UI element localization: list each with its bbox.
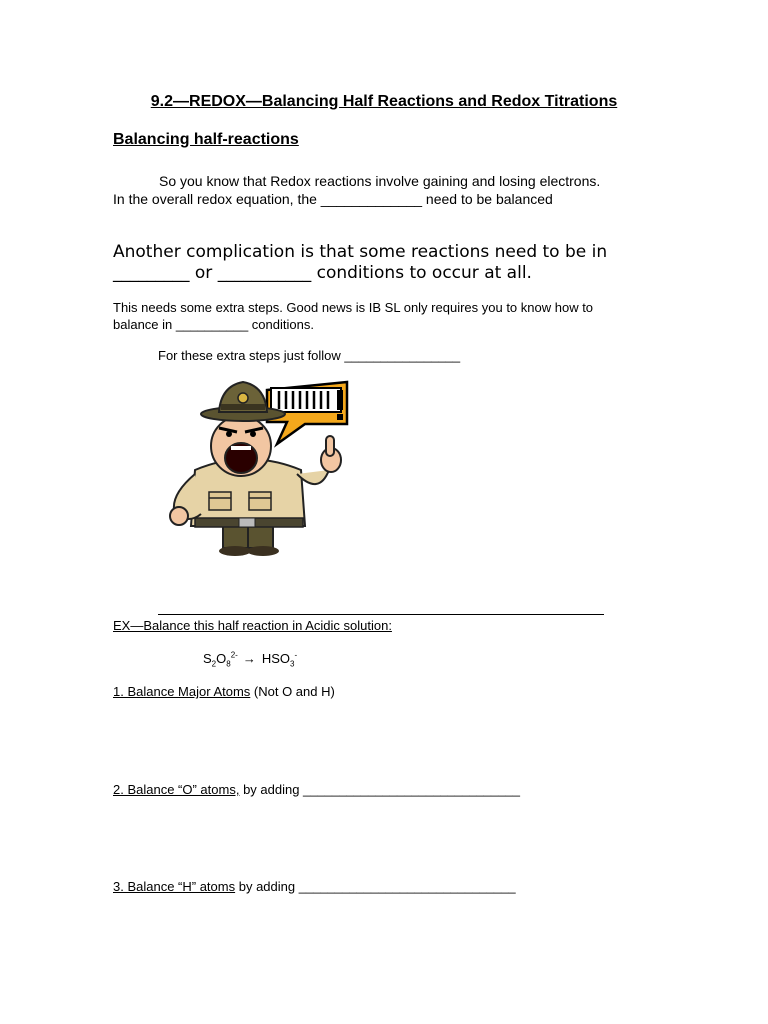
intro-paragraph — [113, 172, 613, 208]
drill-sergeant-icon — [155, 378, 355, 558]
step-2 — [113, 782, 520, 797]
step-3-label: 3. Balance “H” atoms — [113, 879, 236, 894]
extra-steps-paragraph: This needs some extra steps. Good news is IB SL only requires you to know how to balance in __________ conditions. — [113, 300, 594, 332]
reactant-element-s: S — [203, 651, 212, 667]
step-1-rest: (Not O and H) — [250, 684, 335, 699]
product-charge: - — [294, 651, 298, 660]
step-1 — [113, 684, 335, 699]
intro-text: So you know that Redox reactions involve gaining and losing electrons. In the overall redox equation, the _____________ need to be balanced — [113, 173, 601, 207]
step-1-label: 1. Balance Major Atoms — [113, 684, 251, 699]
section-heading: Balancing half-reactions — [113, 131, 299, 148]
complication-paragraph: Another complication is that some reactions need to be in _________ or ___________ conditions to occur at all. — [113, 242, 608, 283]
reactant-element-o: O — [216, 651, 227, 667]
follow-paragraph: For these extra steps just follow ________________ — [158, 348, 461, 363]
product-subscript: 3 — [290, 659, 295, 669]
reaction-arrow-icon: → — [242, 651, 256, 667]
half-reaction-equation — [203, 651, 297, 669]
step-2-rest: by adding ______________________________ — [239, 782, 520, 797]
page-title: 9.2—REDOX—Balancing Half Reactions and Redox Titrations — [150, 93, 618, 110]
example-heading: EX—Balance this half reaction in Acidic solution: — [113, 618, 392, 633]
answer-rule — [158, 614, 604, 615]
reactant-subscript-o: 8 — [226, 659, 231, 669]
product-formula — [261, 651, 298, 669]
step-3-rest: by adding ______________________________ — [235, 879, 516, 894]
reactant-subscript-s: 2 — [211, 659, 217, 669]
reactant-formula — [203, 651, 238, 669]
product-element: HSO — [261, 651, 290, 667]
step-2-label: 2. Balance “O” atoms, — [113, 782, 240, 797]
reactant-charge: 2- — [230, 651, 238, 660]
step-3 — [113, 879, 516, 894]
